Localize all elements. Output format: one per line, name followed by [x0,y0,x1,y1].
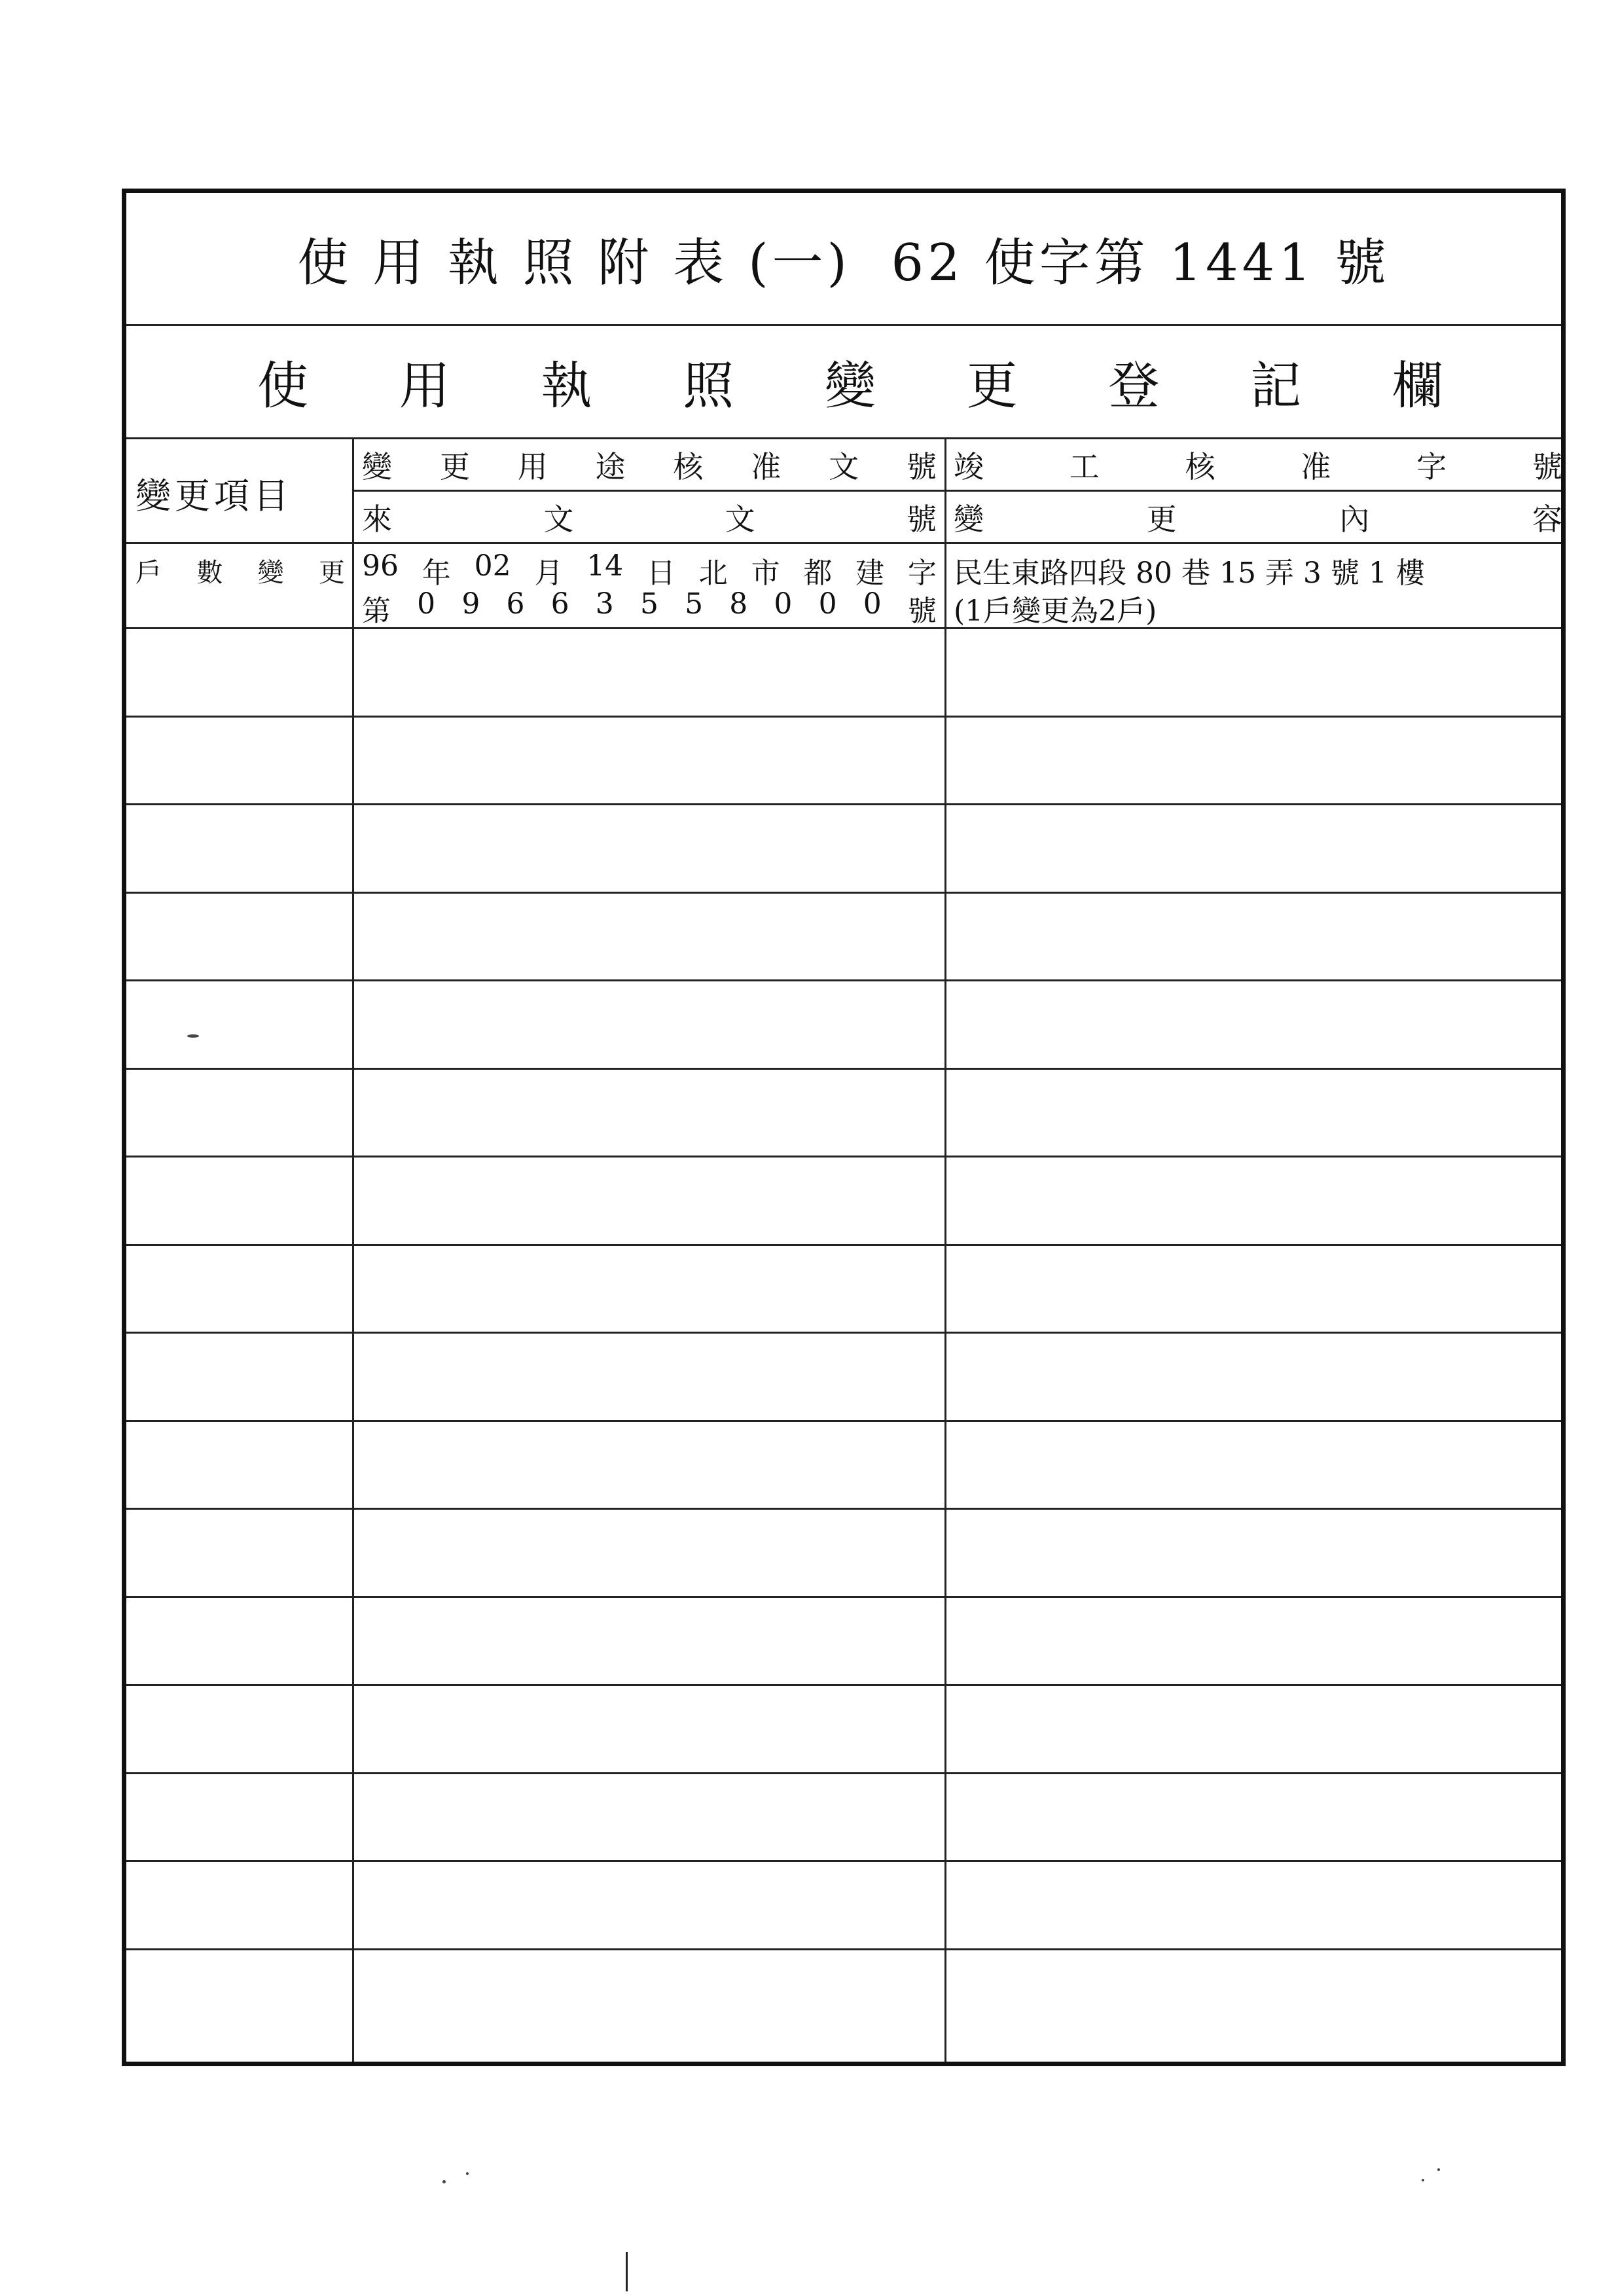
subtitle-char: 登 [1108,357,1160,416]
header-char: 變 [362,449,392,484]
header-char: 變 [954,501,984,537]
subtitle-char: 使 [257,357,309,416]
row-doc-char: 6 [506,587,525,621]
table-row-divider [126,1772,1561,1774]
row-doc-char: 5 [639,587,658,621]
row-doc-char: 0 [818,587,837,621]
subtitle-char: 記 [1250,357,1302,416]
table-row-divider [126,1244,1561,1246]
row-doc-char: 96 [362,549,399,583]
row-doc-char: 年 [422,556,451,590]
row-doc-char: 02 [474,549,511,583]
row-doc-char: 日 [646,556,675,590]
header-char: 工 [1069,449,1100,484]
table-row-divider [126,1596,1561,1598]
scan-mark [466,2172,469,2175]
row-content-line1: 民生東路四段 80 巷 15 弄 3 號 1 樓 [954,556,1425,590]
header-char: 文 [829,449,859,484]
header-char: 核 [1185,449,1215,484]
row-doc-char: 月 [534,556,564,590]
divider [126,437,1561,439]
row-item-char: 數 [196,558,223,588]
row-doc-char: 0 [417,587,436,621]
subtitle-char: 執 [541,357,592,416]
header-char: 准 [751,449,782,484]
form-title-text: 使 用 執 照 附 表 (一) 62 使字第 1441 號 [297,234,1390,293]
divider [126,542,1561,544]
table-row-divider [126,979,1561,981]
row-doc-char: 6 [550,587,569,621]
header-char: 字 [1416,449,1447,484]
header-incoming-doc-no [362,496,937,539]
table-row-divider [126,892,1561,894]
table-row-divider [126,1684,1561,1686]
table-row-divider [126,1948,1561,1950]
row-doc-char: 第 [362,594,391,628]
divider [352,490,1561,492]
row-doc-char: 北 [698,556,728,590]
column-divider [352,437,354,2062]
header-char: 文 [543,501,574,537]
row-doc-char: 9 [461,587,480,621]
table-row-divider [126,716,1561,718]
scan-mark [626,2252,628,2291]
row-item-char: 變 [257,558,284,588]
row-doc-char: 建 [855,556,885,590]
header-char: 准 [1301,449,1331,484]
table-row-divider [126,1068,1561,1070]
row-doc-char: 市 [751,556,780,590]
table-row-divider [126,1156,1561,1157]
header-completion-approval-no [954,443,1562,486]
row-doc-char: 字 [907,556,937,590]
scan-mark [442,2180,446,2183]
row-item-char: 更 [318,558,345,588]
header-char: 內 [1339,501,1370,537]
header-char: 容 [1532,501,1562,537]
header-char: 用 [517,449,548,484]
header-change-item: 變更項目 [135,475,293,517]
usage-permit-change-form [122,189,1566,2066]
row-content-line2: (1戶變更為2戶) [954,594,1157,628]
table-row-divider [126,1508,1561,1510]
form-subtitle [126,326,1561,437]
row-doc-char: 3 [595,587,614,621]
header-char: 號 [1532,449,1562,484]
subtitle-char: 照 [683,357,734,416]
header-char: 號 [906,449,937,484]
table-row-divider [126,1332,1561,1334]
subtitle-char: 更 [966,357,1018,416]
row-doc-char: 0 [774,587,793,621]
scan-mark [1437,2168,1440,2171]
header-change-content [954,496,1562,539]
row-item-char: 戶 [135,558,162,588]
row-doc-char: 0 [863,587,882,621]
scan-mark [1422,2179,1424,2181]
row-doc-char: 號 [907,594,937,628]
subtitle-char: 欄 [1392,357,1443,416]
header-approval-doc-no [362,443,937,486]
header-char: 文 [725,501,755,537]
table-row-divider [126,1860,1561,1862]
table-row-divider [126,803,1561,805]
table-row-divider [126,1420,1561,1422]
subtitle-char: 變 [824,357,876,416]
row-doc-line1 [362,549,937,591]
header-char: 更 [1146,501,1177,537]
header-char: 更 [439,449,470,484]
row-doc-char: 5 [685,587,704,621]
header-char: 途 [595,449,626,484]
subtitle-char: 用 [399,357,450,416]
header-char: 號 [906,501,937,537]
header-char: 來 [362,501,392,537]
scan-mark [187,1034,199,1038]
row-item [135,552,345,589]
row-doc-char: 都 [803,556,833,590]
header-char: 核 [673,449,704,484]
row-doc-line2 [362,587,937,629]
row-doc-char: 14 [586,549,624,583]
header-char: 竣 [954,449,984,484]
row-doc-char: 8 [729,587,748,621]
form-title [126,193,1561,324]
column-divider [944,437,946,2062]
